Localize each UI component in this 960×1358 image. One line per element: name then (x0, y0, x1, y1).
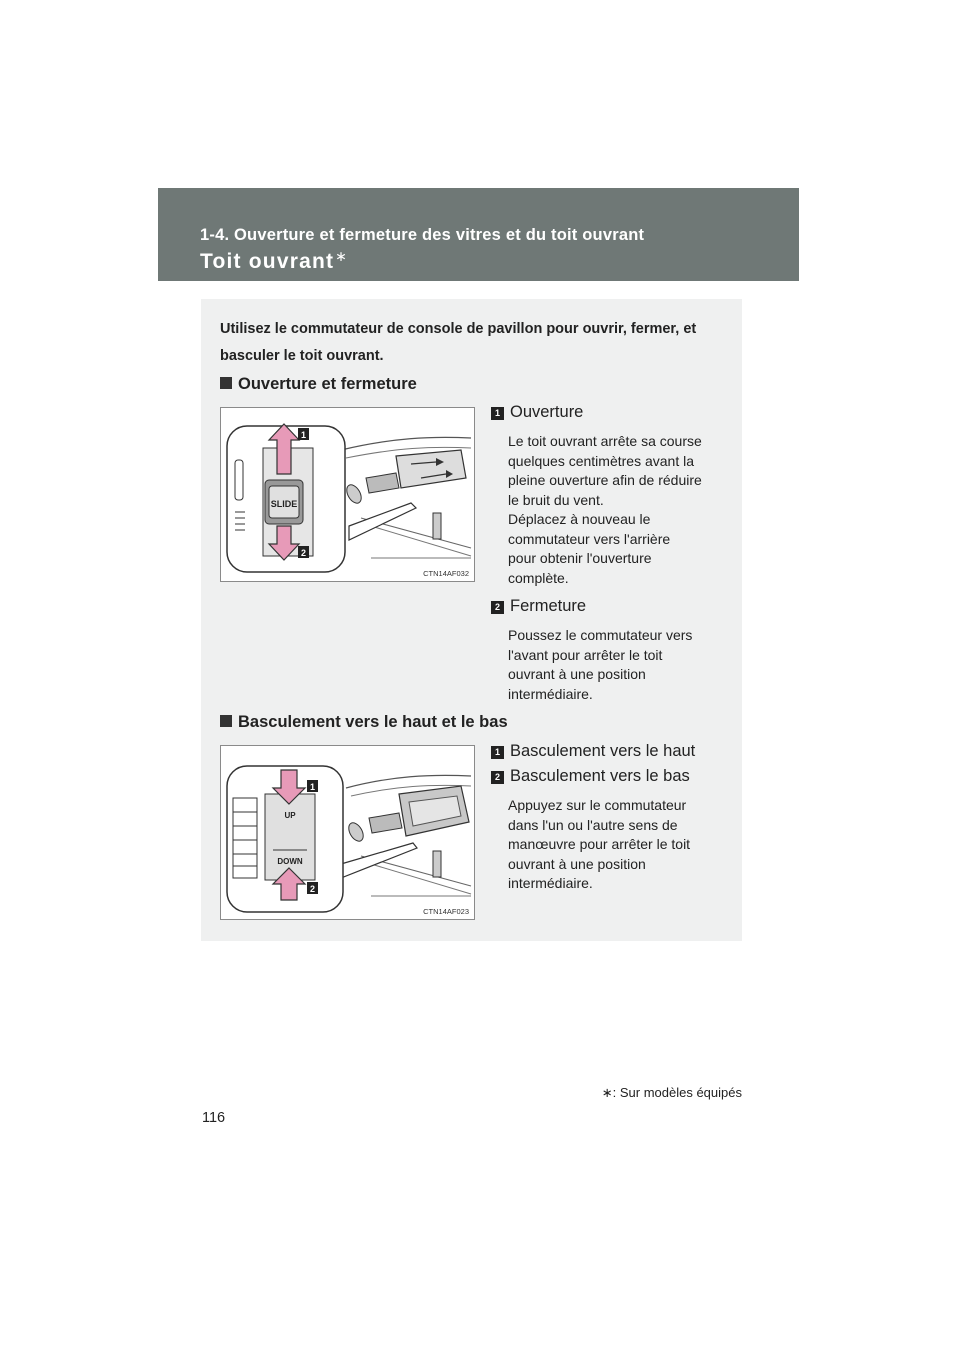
body-line: Déplacez à nouveau le (508, 511, 651, 527)
section-header (158, 188, 799, 281)
number-badge: 2 (491, 771, 504, 784)
figure-code: CTN14AF023 (423, 907, 469, 916)
number-badge: 1 (491, 407, 504, 420)
body-line: dans l'un ou l'autre sens de (508, 816, 678, 833)
item-title: Basculement vers le bas (510, 767, 690, 785)
heading-text: Ouverture et fermeture (238, 375, 417, 393)
item-basculement-haut (491, 742, 721, 761)
item-body (508, 626, 721, 704)
tilt-switch-illustration (221, 746, 474, 919)
square-bullet-icon (220, 377, 232, 389)
switch-up-label: UP (284, 811, 296, 820)
body-line: le bruit du vent. (508, 491, 604, 508)
body-line: l'avant pour arrêter le toit (508, 646, 663, 663)
item-body (508, 432, 721, 588)
body-line: ouvrant à une position (508, 666, 646, 682)
switch-down-label: DOWN (277, 857, 303, 866)
body-line: pour obtenir l'ouverture (508, 550, 652, 566)
intro-text: Utilisez le commutateur de console de pavillon pour ouvrir, fermer, et basculer le toit ouvrant. (220, 321, 697, 364)
heading-text: Basculement vers le haut et le bas (238, 713, 508, 731)
heading-ouverture-fermeture (220, 375, 417, 394)
figure-badge-2: 2 (309, 884, 316, 894)
item-body (508, 796, 721, 894)
footnote (602, 1085, 742, 1101)
number-badge: 2 (491, 601, 504, 614)
body-line: Appuyez sur le commutateur (508, 797, 687, 813)
switch-label: SLIDE (270, 499, 298, 509)
body-line: intermédiaire. (508, 685, 593, 702)
slide-switch-illustration (221, 408, 474, 581)
body-line: Le toit ouvrant arrête sa course (508, 433, 702, 449)
item-basculement-bas (491, 767, 721, 894)
body-line: Poussez le commutateur vers (508, 627, 693, 643)
figure-badge-1: 1 (300, 430, 307, 440)
title-asterisk: ∗ (335, 248, 349, 264)
item-ouverture (491, 403, 721, 588)
number-badge: 1 (491, 746, 504, 759)
figure-badge-1: 1 (309, 782, 316, 792)
body-line: intermédiaire. (508, 875, 593, 891)
heading-basculement (220, 713, 508, 732)
body-line: ouvrant à une position (508, 855, 646, 872)
figure-slide-switch (220, 407, 475, 582)
body-line: quelques centimètres avant la (508, 452, 694, 469)
item-fermeture (491, 597, 721, 704)
square-bullet-icon (220, 715, 232, 727)
page-title (200, 248, 348, 274)
item-title: Basculement vers le haut (510, 742, 696, 760)
body-line: pleine ouverture afin de réduire (508, 472, 702, 488)
page-title-text: Toit ouvrant (200, 250, 335, 273)
content-panel (201, 299, 742, 941)
figure-badge-2: 2 (300, 548, 307, 558)
page-number: 116 (202, 1110, 226, 1126)
body-line: complète. (508, 569, 569, 586)
section-breadcrumb: 1-4. Ouverture et fermeture des vitres et du toit ouvrant (200, 226, 645, 244)
footnote-text: : Sur modèles équipés (612, 1085, 742, 1100)
body-line: manœuvre pour arrêter le toit (508, 836, 691, 852)
figure-tilt-switch (220, 745, 475, 920)
item-title: Ouverture (510, 403, 584, 421)
footnote-asterisk: ∗ (601, 1085, 613, 1100)
item-title: Fermeture (510, 597, 587, 615)
figure-code: CTN14AF032 (423, 569, 469, 578)
body-line: commutateur vers l'arrière (508, 530, 671, 547)
